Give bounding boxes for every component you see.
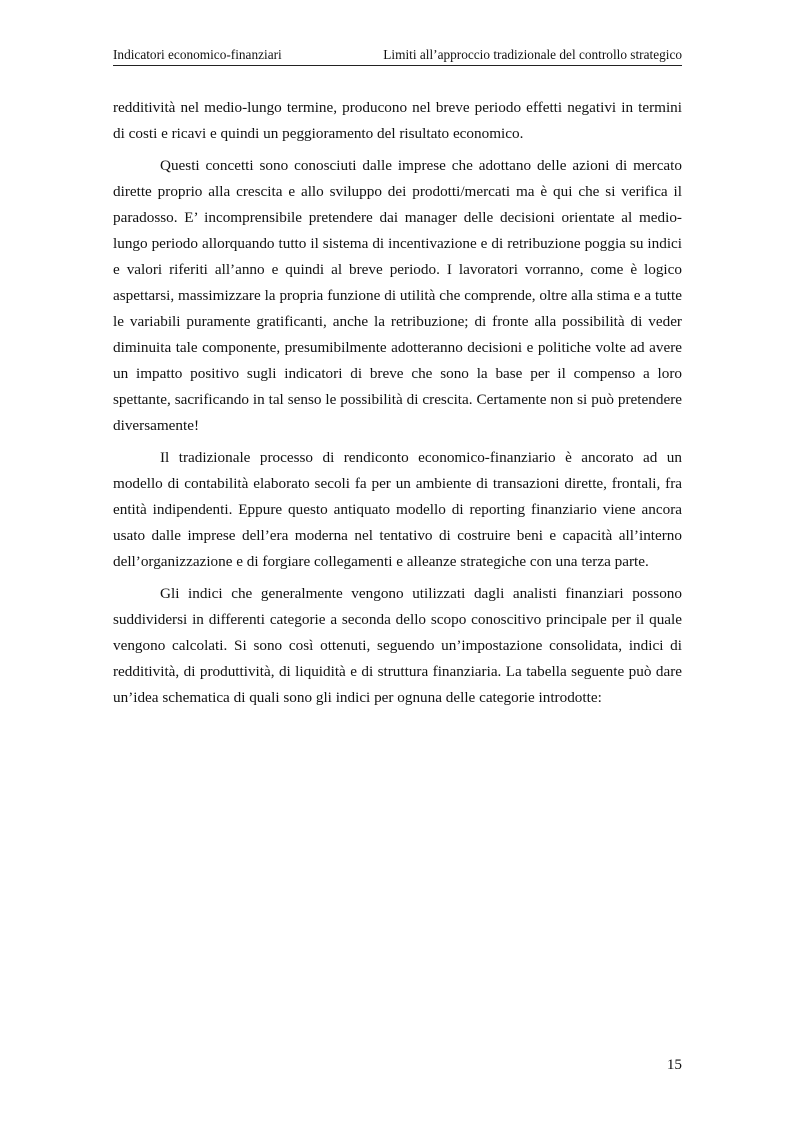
paragraph-paradox: Questi concetti sono conosciuti dalle imprese che adottano delle azioni di mercato dirette proprio alla crescita e allo sviluppo dei prodotti/mercati ma è qui che si verifica il paradosso. E’ incomprensibile pretendere dai manager delle decisioni orientate al medio-lungo periodo allorquando tutto il sistema di incentivazione e di retribuzione poggia su indici e valori riferiti all’anno e quindi al breve periodo. I lavoratori vorranno, come è logico aspettarsi, massimizzare la propria funzione di utilità che comprende, oltre alla stima e a tutte le variabili puramente gratificanti, anche la retribuzione; di fronte alla possibilità di veder diminuita tale componente, presumibilmente adotteranno decisioni e politiche volte ad avere un impatto positivo sugli indicatori di breve che sono la base per il compenso a loro spettante, sacrificando in tal senso le possibilità di crescita. Certamente non si può pretendere diversamente!	[113, 157, 682, 434]
header-chapter-title: Indicatori economico-finanziari	[113, 47, 282, 62]
body-text	[113, 95, 682, 717]
header-section-title: Limiti all’approccio tradizionale del controllo strategico	[383, 47, 682, 62]
paragraph-traditional-reporting: Il tradizionale processo di rendiconto economico-finanziario è ancorato ad un modello di contabilità elaborato secoli fa per un ambiente di transazioni dirette, frontali, fra entità indipendenti. Eppure questo antiquato modello di reporting finanziario viene ancora usato dalle imprese dell’era moderna nel tentativo di costruire beni e capacità all’interno dell’organizzazione e di forgiare collegamenti e alleanze strategiche con una terza parte.	[113, 449, 682, 570]
paragraph-financial-indices: Gli indici che generalmente vengono utilizzati dagli analisti finanziari possono suddividersi in differenti categorie a seconda dello scopo conoscitivo principale per il quale vengono calcolati. Si sono così ottenuti, seguendo un’impostazione consolidata, indici di redditività, di produttività, di liquidità e di struttura finanziaria. La tabella seguente può dare un’idea schematica di quali sono gli indici per ognuna delle categorie introdotte:	[113, 585, 682, 706]
header-rule	[113, 65, 682, 66]
page-number: 15	[666, 1056, 682, 1073]
paragraph-continuation: redditività nel medio-lungo termine, producono nel breve periodo effetti negativi in termini di costi e ricavi e quindi un peggioramento del risultato economico.	[113, 99, 682, 142]
